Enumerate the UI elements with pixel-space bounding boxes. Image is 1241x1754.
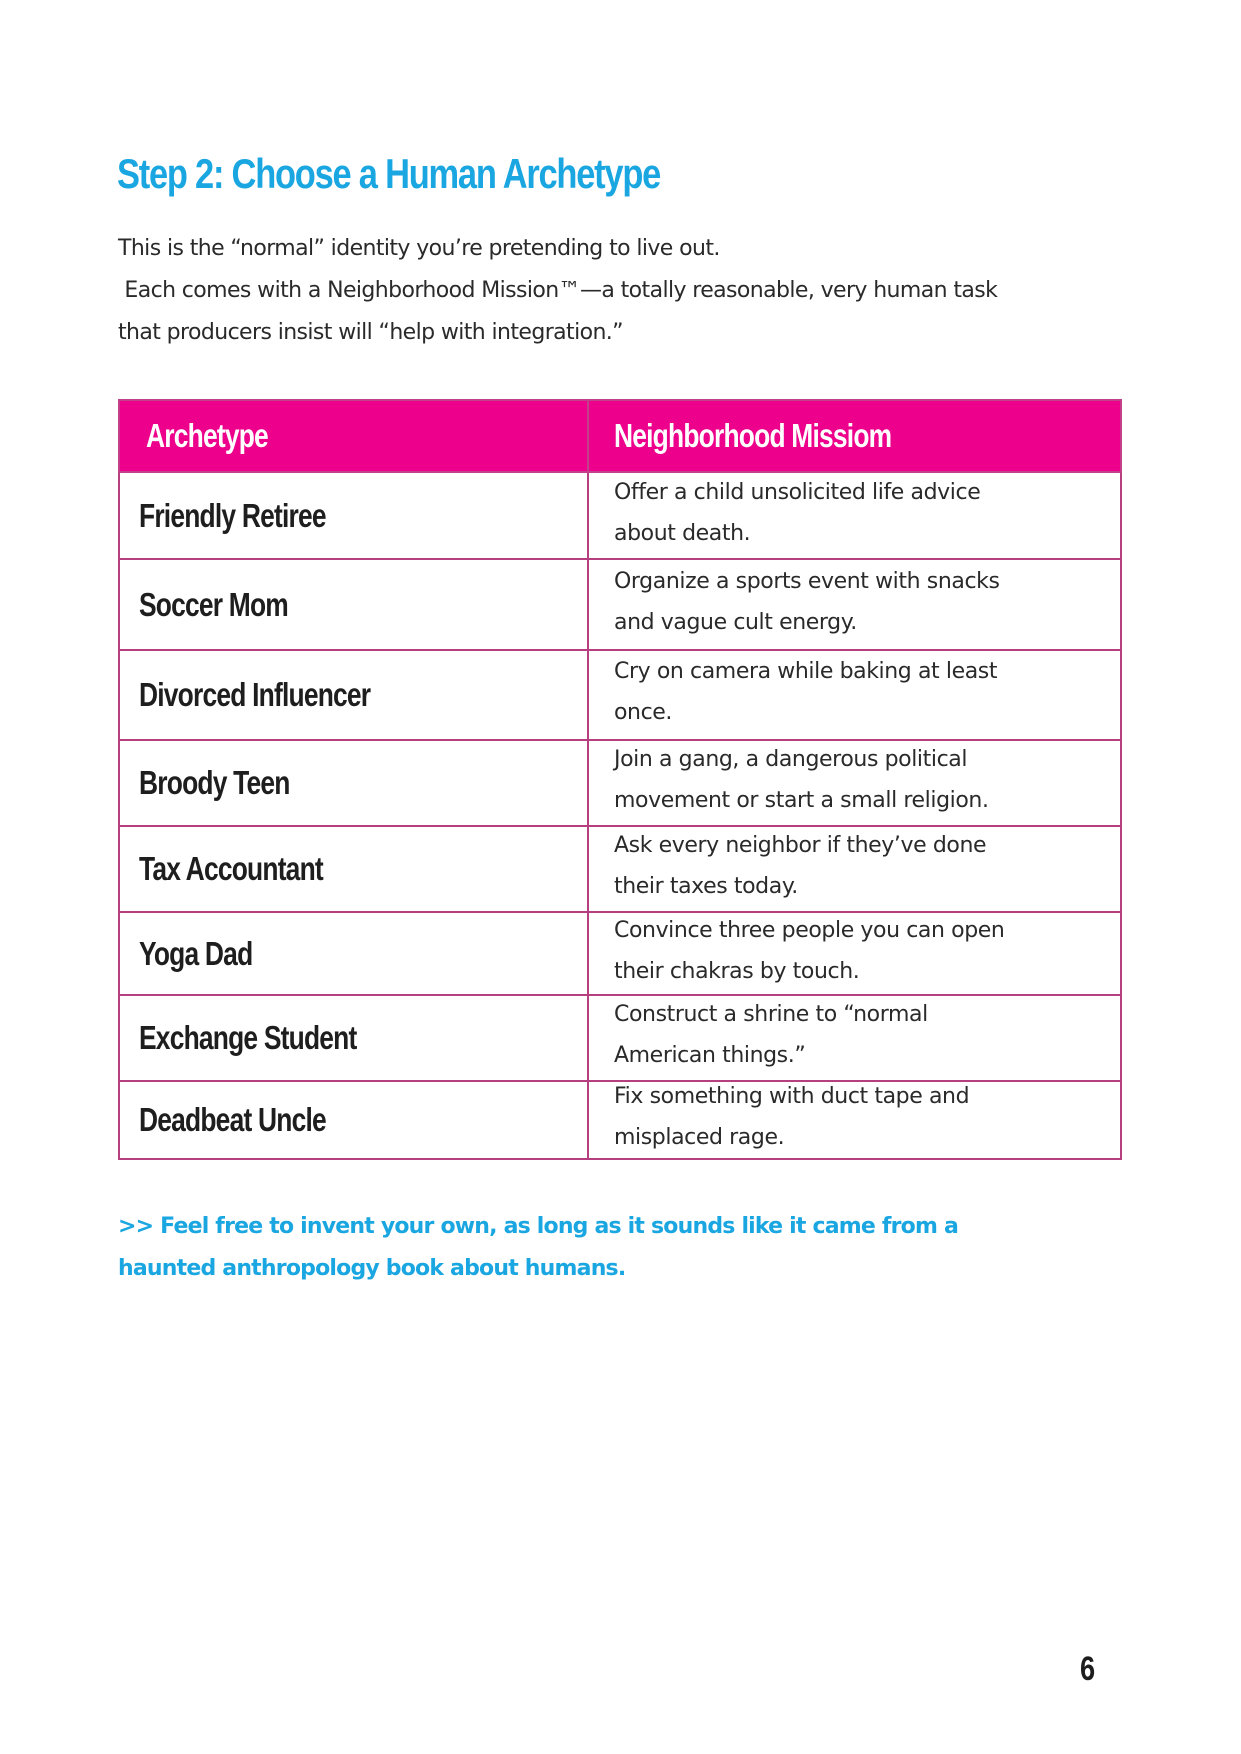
- archetype-name: Yoga Dad: [139, 934, 253, 972]
- column-header-label: Neighborhood Missiom: [614, 417, 892, 454]
- table-row: [119, 740, 1121, 826]
- page-number: 6: [1080, 1650, 1096, 1688]
- archetype-table: [118, 399, 1122, 1160]
- archetype-cell: [119, 826, 588, 912]
- mission-text: Cry on camera while baking at least: [614, 659, 998, 684]
- mission-text: movement or start a small religion.: [614, 788, 989, 813]
- table-row: [119, 650, 1121, 740]
- intro-line: that producers insist will “help with integration.”: [118, 320, 623, 345]
- mission-text: once.: [614, 700, 673, 725]
- table-row: [119, 472, 1121, 559]
- mission-text: Convince three people you can open: [614, 917, 1005, 943]
- archetype-cell: [119, 995, 588, 1081]
- mission-cell: [588, 472, 1121, 559]
- table-row: [119, 559, 1121, 650]
- table-header-row: [119, 400, 1121, 472]
- mission-text: their chakras by touch.: [614, 958, 860, 984]
- archetype-cell: [119, 1081, 588, 1159]
- table-row: [119, 995, 1121, 1081]
- archetype-name: Exchange Student: [139, 1019, 357, 1056]
- table-row: [119, 826, 1121, 912]
- mission-cell: [588, 995, 1121, 1081]
- mission-text: Offer a child unsolicited life advice: [614, 479, 981, 505]
- mission-text: their taxes today.: [614, 874, 798, 899]
- mission-cell: [588, 559, 1121, 650]
- mission-text: about death.: [614, 520, 751, 546]
- mission-cell: [588, 826, 1121, 912]
- intro-line: This is the “normal” identity you’re pretending to live out.: [118, 236, 720, 261]
- column-header-mission: [588, 400, 1121, 472]
- archetype-cell: [119, 559, 588, 650]
- mission-cell: [588, 1081, 1121, 1159]
- mission-text: Construct a shrine to “normal: [614, 1002, 928, 1027]
- mission-cell: [588, 912, 1121, 995]
- archetype-name: Friendly Retiree: [139, 496, 326, 534]
- mission-text: and vague cult energy.: [614, 609, 857, 635]
- table-row: [119, 1081, 1121, 1159]
- intro-paragraph: [118, 228, 1118, 354]
- mission-cell: [588, 650, 1121, 740]
- archetype-name: Deadbeat Uncle: [139, 1101, 326, 1138]
- mission-text: Fix something with duct tape and: [614, 1084, 970, 1109]
- footnote-callout: [118, 1206, 1118, 1290]
- archetype-name: Tax Accountant: [139, 850, 323, 887]
- mission-text: misplaced rage.: [614, 1125, 785, 1150]
- footnote-line: haunted anthropology book about humans.: [118, 1256, 626, 1281]
- column-header-label: Archetype: [146, 417, 268, 454]
- intro-line: Each comes with a Neighborhood Mission™—a totally reasonable, very human task: [118, 278, 998, 303]
- section-heading: Step 2: Choose a Human Archetype: [117, 150, 661, 197]
- archetype-cell: [119, 472, 588, 559]
- archetype-cell: [119, 740, 588, 826]
- mission-text: Ask every neighbor if they’ve done: [614, 833, 987, 858]
- footnote-line: >> Feel free to invent your own, as long as it sounds like it came from a: [118, 1214, 959, 1239]
- mission-cell: [588, 740, 1121, 826]
- column-header-archetype: [119, 400, 588, 472]
- archetype-name: Broody Teen: [139, 764, 290, 801]
- archetype-name: Divorced Influencer: [139, 676, 371, 713]
- mission-text: Organize a sports event with snacks: [614, 568, 1000, 594]
- mission-text: American things.”: [614, 1043, 806, 1068]
- table-row: [119, 912, 1121, 995]
- mission-text: Join a gang, a dangerous political: [614, 747, 968, 772]
- archetype-cell: [119, 912, 588, 995]
- archetype-name: Soccer Mom: [139, 585, 288, 623]
- archetype-cell: [119, 650, 588, 740]
